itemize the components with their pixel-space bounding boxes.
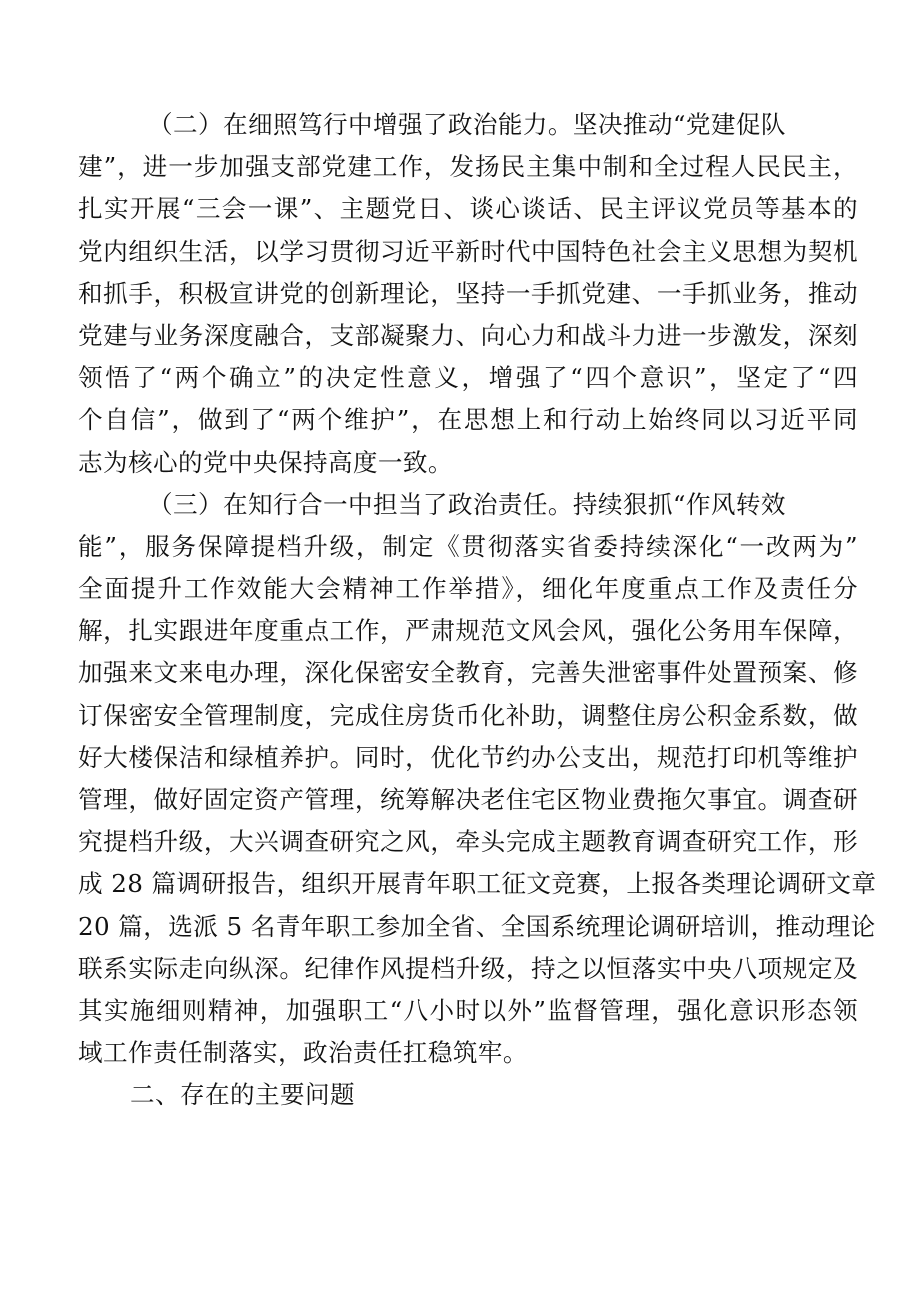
paragraph-line: 联系实际走向纵深。纪律作风提档升级，持之以恒落实中央八项规定及 xyxy=(78,953,858,983)
paragraph-line: 20 篇，选派 5 名青年职工参加全省、全国系统理论调研培训，推动理论 xyxy=(78,911,876,941)
paragraph-line: 党内组织生活，以学习贯彻习近平新时代中国特色社会主义思想为契机 xyxy=(78,236,858,266)
paragraph-line: 建”，进一步加强支部党建工作，发扬民主集中制和全过程人民民主， xyxy=(78,152,858,182)
paragraph-line: 个自信”，做到了“两个维护”，在思想上和行动上始终同以习近平同 xyxy=(78,405,858,435)
document-body xyxy=(78,104,877,1117)
paragraph-line: 志为核心的党中央保持高度一致。 xyxy=(78,447,453,477)
paragraph-line: 其实施细则精神，加强职工“八小时以外”监督管理，强化意识形态领 xyxy=(78,995,858,1025)
paragraph-line: 党建与业务深度融合，支部凝聚力、向心力和战斗力进一步激发，深刻 xyxy=(78,320,858,350)
paragraph-line: 究提档升级，大兴调查研究之风，牵头完成主题教育调查研究工作，形 xyxy=(78,827,858,857)
paragraph-line: 能”，服务保障提档升级，制定《贯彻落实省委持续深化“一改两为” xyxy=(78,531,858,561)
paragraph-line: 全面提升工作效能大会精神工作举措》，细化年度重点工作及责任分 xyxy=(78,574,858,604)
paragraph-line: 解，扎实跟进年度重点工作，严肃规范文风会风，强化公务用车保障， xyxy=(78,616,858,646)
paragraph-line: 订保密安全管理制度，完成住房货币化补助，调整住房公积金系数，做 xyxy=(78,700,858,730)
paragraph-line: 好大楼保洁和绿植养护。同时，优化节约办公支出，规范打印机等维护 xyxy=(78,742,858,772)
paragraph-political-responsibility xyxy=(78,484,877,1075)
paragraph-line: 扎实开展“三会一课”、主题党日、谈心谈话、民主评议党员等基本的 xyxy=(78,194,858,224)
paragraph-line: 域工作责任制落实，政治责任扛稳筑牢。 xyxy=(78,1038,528,1068)
section-heading-text: 二、存在的主要问题 xyxy=(130,1080,355,1110)
section-heading-main-problems xyxy=(78,1074,858,1116)
paragraph-line: 加强来文来电办理，深化保密安全教育，完善失泄密事件处置预案、修 xyxy=(78,658,858,688)
paragraph-line: 领悟了“两个确立”的决定性意义，增强了“四个意识”，坚定了“四 xyxy=(78,363,858,393)
paragraph-line: 成 28 篇调研报告，组织开展青年职工征文竞赛，上报各类理论调研文章 xyxy=(78,869,877,899)
paragraph-line: 和抓手，积极宣讲党的创新理论，坚持一手抓党建、一手抓业务，推动 xyxy=(78,278,858,308)
paragraph-line: （二）在细照笃行中增强了政治能力。坚决推动“党建促队 xyxy=(148,110,786,139)
paragraph-line: 管理，做好固定资产管理，统筹解决老住宅区物业费拖欠事宜。调查研 xyxy=(78,785,858,814)
paragraph-line: （三）在知行合一中担当了政治责任。持续狠抓“作风转效 xyxy=(148,489,786,519)
paragraph-political-ability xyxy=(78,104,858,484)
